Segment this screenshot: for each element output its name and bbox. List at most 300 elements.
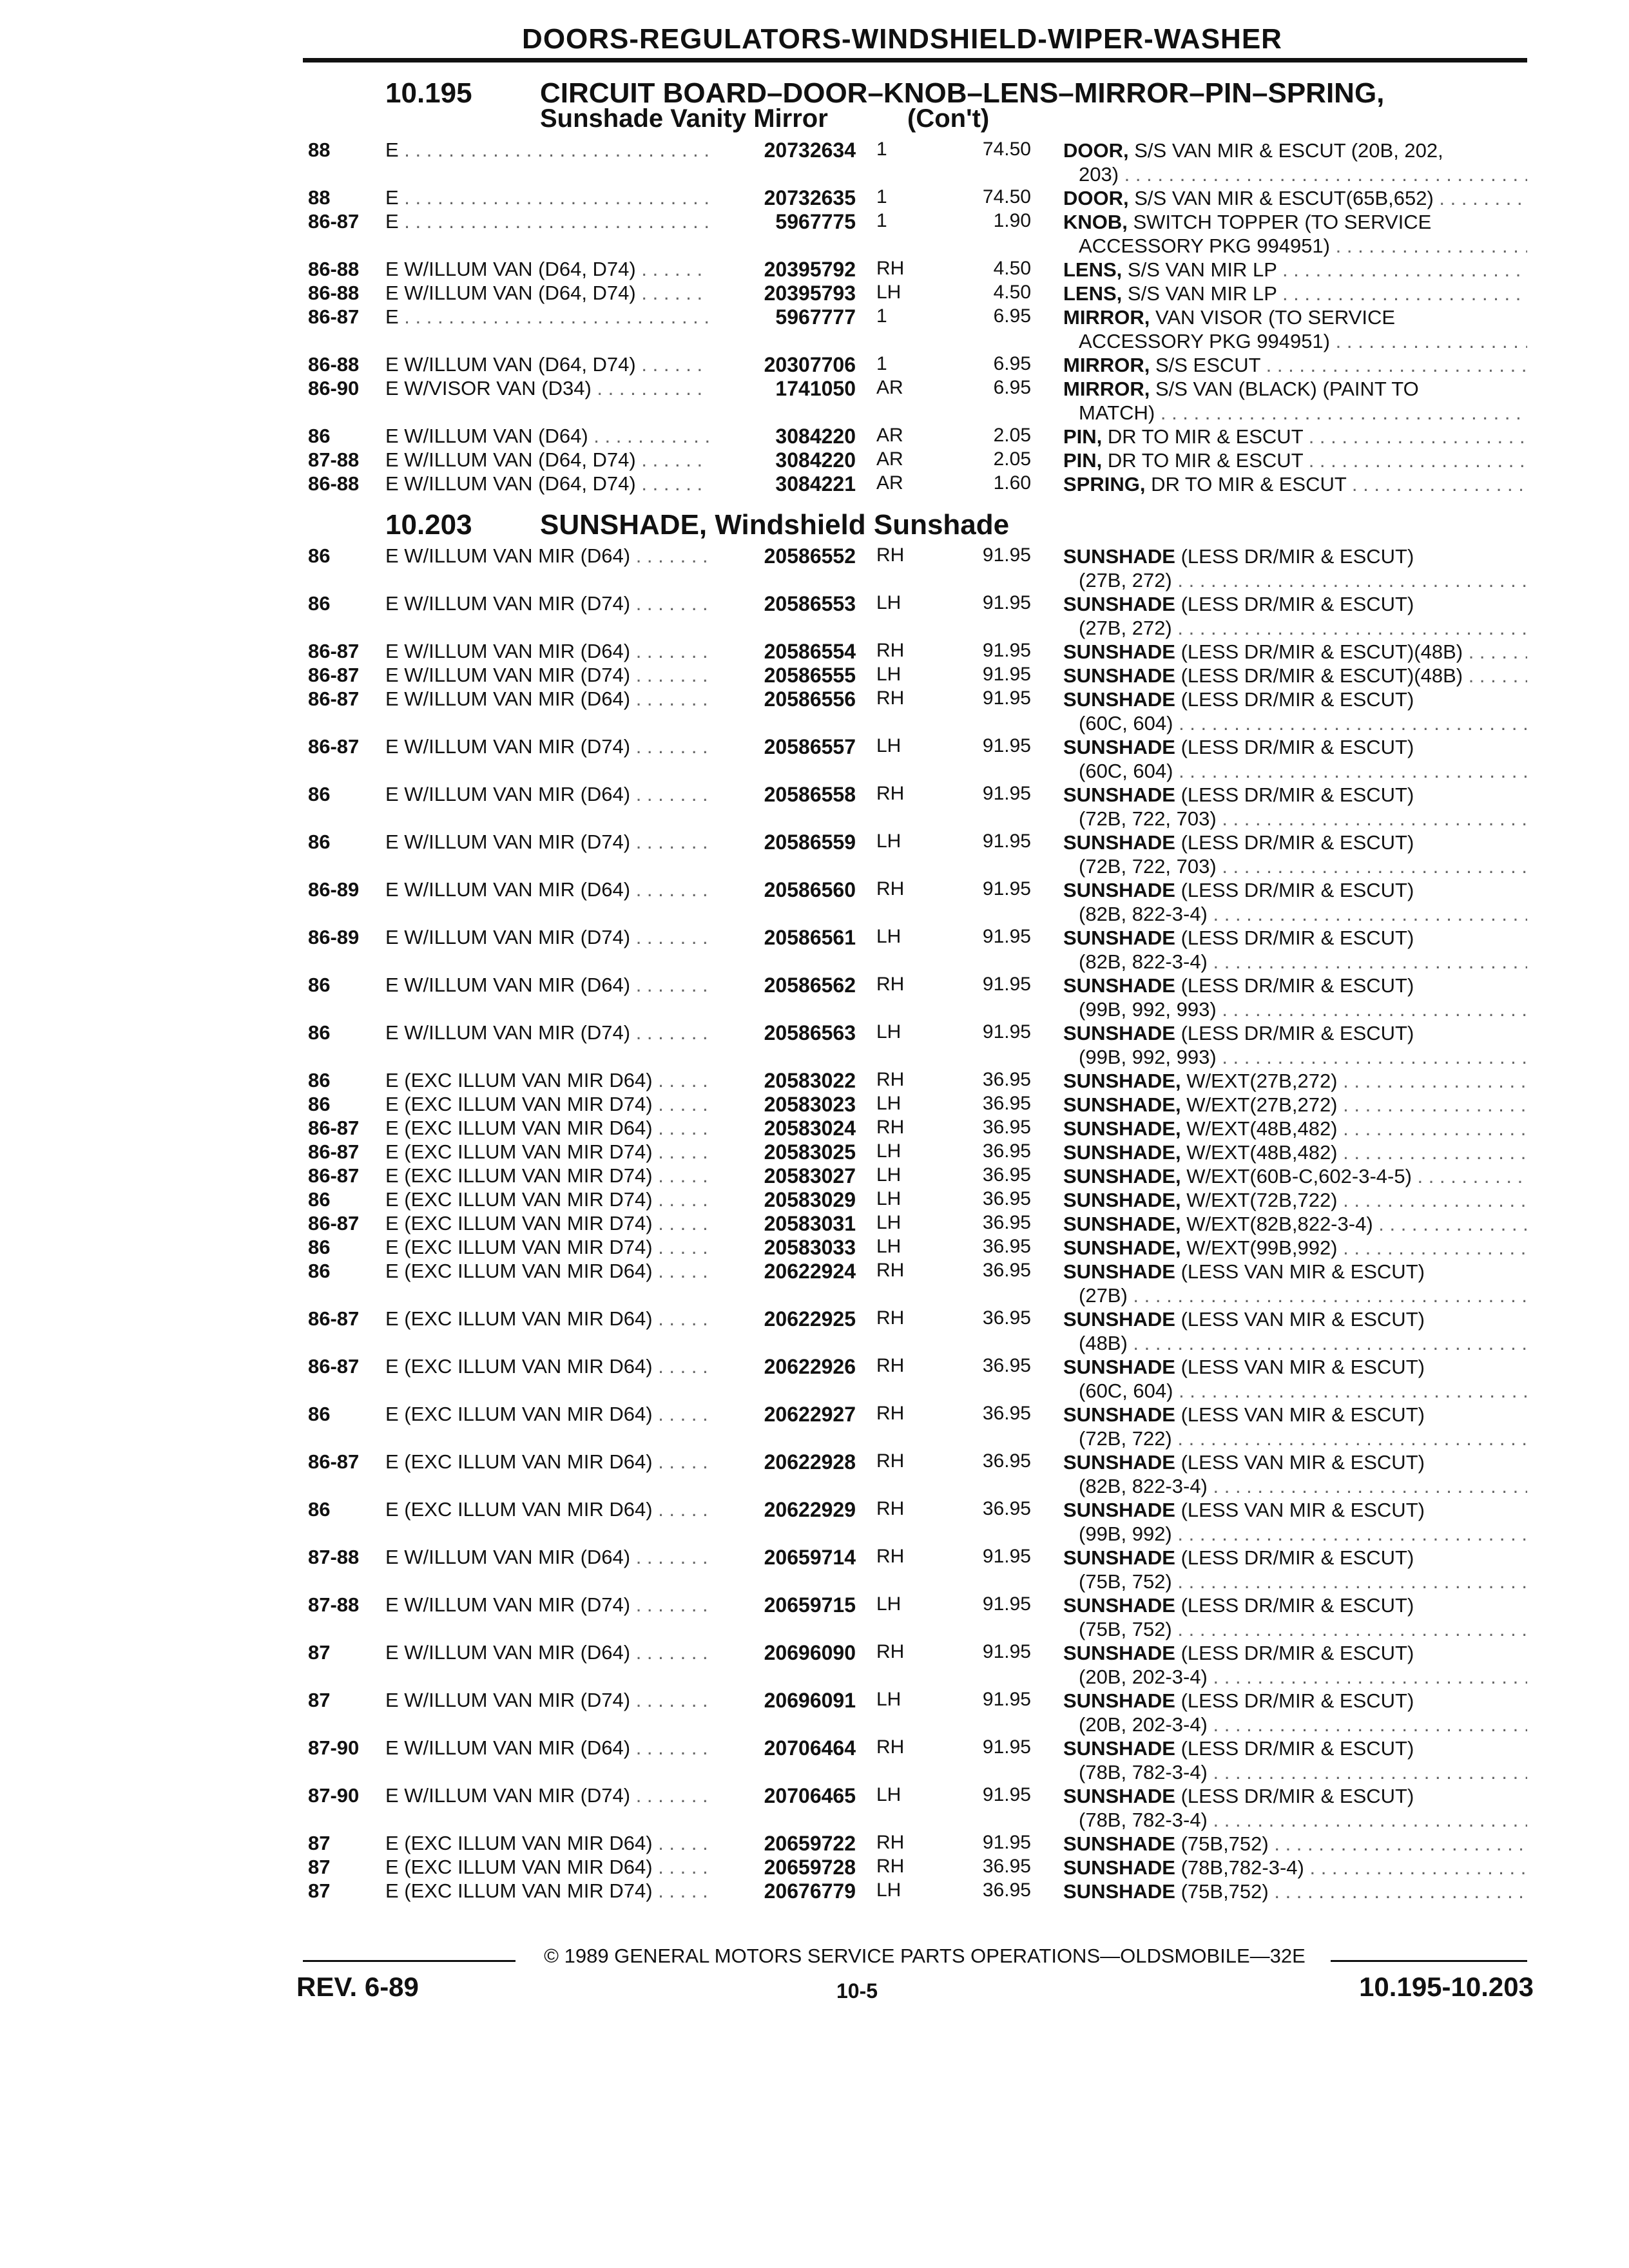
quantity: RH	[876, 1069, 905, 1090]
price: 36.95	[982, 1307, 1031, 1329]
part-name-keyword: SUNSHADE	[1063, 736, 1175, 758]
part-name-continuation: (60C, 604) . . .	[1063, 759, 1527, 783]
model-year: 86-87	[308, 687, 360, 710]
part-number: 20586560	[709, 878, 856, 902]
price: 91.95	[982, 1021, 1031, 1043]
part-name	[1063, 783, 1527, 831]
model-year: 87-90	[308, 1736, 360, 1759]
model-year: 87	[308, 1641, 331, 1664]
model-year: 86	[308, 1403, 331, 1425]
part-name-detail: DR TO MIR & ESCUT	[1102, 425, 1304, 448]
part-name-detail: W/EXT(27B,272)	[1181, 1070, 1338, 1092]
part-number: 20586563	[709, 1021, 856, 1045]
part-number: 20583023	[709, 1093, 856, 1117]
price: 6.95	[993, 353, 1031, 374]
part-number: 20583027	[709, 1164, 856, 1188]
part-name-detail: W/EXT(48B,482)	[1181, 1117, 1338, 1140]
part-name	[1063, 472, 1527, 496]
part-number: 20586556	[709, 687, 856, 711]
footer-rule-left	[303, 1960, 516, 1962]
footer-rule-right	[1331, 1960, 1527, 1962]
part-name	[1063, 1403, 1527, 1450]
price: 91.95	[982, 831, 1031, 852]
price: 2.05	[993, 448, 1031, 470]
price: 36.95	[982, 1212, 1031, 1233]
part-name	[1063, 1736, 1527, 1784]
part-name-keyword: SUNSHADE	[1063, 1856, 1175, 1879]
application-desc: E W/ILLUM VAN MIR (D74) . . .	[385, 831, 733, 854]
part-name-continuation: (99B, 992, 993) . . .	[1063, 997, 1527, 1021]
part-number: 20659722	[709, 1832, 856, 1856]
part-number: 20586559	[709, 831, 856, 854]
part-name-detail: S/S VAN MIR LP	[1122, 258, 1277, 281]
part-number: 3084220	[709, 448, 856, 472]
model-year: 86-87	[308, 640, 360, 662]
model-year: 86-87	[308, 1450, 360, 1473]
price: 91.95	[982, 592, 1031, 613]
part-name-keyword: SUNSHADE	[1063, 664, 1175, 687]
model-year: 87-88	[308, 448, 360, 471]
application-desc: E W/ILLUM VAN MIR (D64) . . .	[385, 1546, 733, 1569]
price: 36.95	[982, 1140, 1031, 1162]
part-name-keyword: SUNSHADE,	[1063, 1141, 1181, 1164]
model-year: 86	[308, 831, 331, 853]
part-name-keyword: SUNSHADE	[1063, 1594, 1175, 1617]
application-desc: E W/ILLUM VAN (D64, D74) . . .	[385, 282, 733, 305]
application-desc: E W/ILLUM VAN MIR (D64) . . .	[385, 544, 733, 568]
part-number: 20696090	[709, 1641, 856, 1665]
model-year: 86	[308, 1021, 331, 1044]
part-name-detail: (LESS DR/MIR & ESCUT)	[1175, 593, 1414, 615]
part-name-continuation: (20B, 202-3-4) . . .	[1063, 1665, 1527, 1689]
model-year: 86	[308, 425, 331, 447]
section-number: 10.203	[385, 509, 472, 541]
part-name	[1063, 1260, 1527, 1307]
quantity: LH	[876, 1689, 901, 1710]
part-name-keyword: KNOB,	[1063, 211, 1128, 233]
quantity: RH	[876, 544, 905, 566]
section-title: SUNSHADE, Windshield Sunshade	[540, 509, 1010, 541]
part-name-keyword: SUNSHADE	[1063, 688, 1175, 711]
application-desc: E (EXC ILLUM VAN MIR D64) . . .	[385, 1117, 733, 1140]
footer-revision: REV. 6-89	[296, 1972, 419, 2002]
part-name-continuation: (27B, 272) . . .	[1063, 616, 1527, 640]
quantity: RH	[876, 1832, 905, 1853]
price: 36.95	[982, 1403, 1031, 1424]
application-desc: E W/ILLUM VAN MIR (D74) . . .	[385, 1593, 733, 1617]
quantity: LH	[876, 664, 901, 685]
application-desc: E . . .	[385, 186, 733, 209]
price: 91.95	[982, 974, 1031, 995]
application-desc: E W/ILLUM VAN MIR (D64) . . .	[385, 1736, 733, 1760]
part-name-detail: (LESS VAN MIR & ESCUT)	[1175, 1403, 1425, 1426]
part-name-keyword: SUNSHADE	[1063, 640, 1175, 663]
part-name-keyword: SUNSHADE	[1063, 783, 1175, 806]
part-name-keyword: SUNSHADE	[1063, 1260, 1175, 1283]
part-name-continuation: (99B, 992, 993) . . .	[1063, 1045, 1527, 1069]
part-name	[1063, 1069, 1527, 1093]
quantity: 1	[876, 139, 887, 160]
part-name-detail: W/EXT(72B,722)	[1181, 1189, 1338, 1211]
part-number: 20586552	[709, 544, 856, 568]
part-name	[1063, 425, 1527, 448]
model-year: 88	[308, 139, 331, 161]
price: 36.95	[982, 1856, 1031, 1877]
price: 74.50	[982, 186, 1031, 207]
model-year: 86-87	[308, 664, 360, 686]
part-number: 20586558	[709, 783, 856, 807]
part-number: 20732635	[709, 186, 856, 210]
part-name-continuation: (72B, 722, 703) . . .	[1063, 807, 1527, 831]
part-name	[1063, 926, 1527, 974]
part-number: 20395792	[709, 258, 856, 282]
price: 91.95	[982, 1736, 1031, 1758]
price: 1.60	[993, 472, 1031, 494]
part-name	[1063, 448, 1527, 472]
part-name-keyword: LENS,	[1063, 258, 1123, 281]
part-name	[1063, 377, 1527, 425]
part-name-continuation: ACCESSORY PKG 994951) . . .	[1063, 329, 1527, 353]
part-name-detail: SWITCH TOPPER (TO SERVICE	[1127, 211, 1432, 233]
part-number: 20586554	[709, 640, 856, 664]
part-number: 20583022	[709, 1069, 856, 1093]
part-name	[1063, 1355, 1527, 1403]
part-number: 20583024	[709, 1117, 856, 1140]
quantity: LH	[876, 1879, 901, 1901]
price: 36.95	[982, 1236, 1031, 1257]
application-desc: E (EXC ILLUM VAN MIR D74) . . .	[385, 1236, 733, 1259]
section-title: CIRCUIT BOARD–DOOR–KNOB–LENS–MIRROR–PIN–SPRING,	[540, 77, 1385, 109]
model-year: 86-87	[308, 1307, 360, 1330]
part-name	[1063, 687, 1527, 735]
model-year: 86-87	[308, 1164, 360, 1187]
part-name-keyword: MIRROR,	[1063, 354, 1150, 376]
part-name-detail: (LESS DR/MIR & ESCUT)	[1175, 1785, 1414, 1807]
application-desc: E (EXC ILLUM VAN MIR D64) . . .	[385, 1403, 733, 1426]
model-year: 86	[308, 1498, 331, 1521]
application-desc: E (EXC ILLUM VAN MIR D64) . . .	[385, 1856, 733, 1879]
part-name	[1063, 1450, 1527, 1498]
quantity: RH	[876, 783, 905, 804]
part-number: 20395793	[709, 282, 856, 305]
model-year: 87-88	[308, 1546, 360, 1568]
part-number: 20586561	[709, 926, 856, 950]
part-name-keyword: DOOR,	[1063, 187, 1129, 209]
part-name-keyword: PIN,	[1063, 449, 1103, 472]
quantity: LH	[876, 735, 901, 756]
part-name-continuation: (27B) . . .	[1063, 1283, 1527, 1307]
application-desc: E W/VISOR VAN (D34) . . .	[385, 377, 733, 400]
part-number: 20659728	[709, 1856, 856, 1879]
application-desc: E W/ILLUM VAN MIR (D74) . . .	[385, 664, 733, 687]
part-name-keyword: SUNSHADE,	[1063, 1236, 1181, 1259]
application-desc: E W/ILLUM VAN MIR (D74) . . .	[385, 592, 733, 615]
part-name-detail: DR TO MIR & ESCUT	[1102, 449, 1304, 472]
part-name	[1063, 1689, 1527, 1736]
quantity: AR	[876, 425, 903, 446]
application-desc: E W/ILLUM VAN MIR (D64) . . .	[385, 783, 733, 806]
part-name-keyword: SUNSHADE	[1063, 879, 1175, 901]
part-name-detail: (LESS VAN MIR & ESCUT)	[1175, 1499, 1425, 1521]
part-name-continuation: ACCESSORY PKG 994951) . . .	[1063, 234, 1527, 258]
application-desc: E W/ILLUM VAN (D64, D74) . . .	[385, 472, 733, 495]
price: 4.50	[993, 258, 1031, 279]
page-header-title: DOORS-REGULATORS-WINDSHIELD-WIPER-WASHER	[522, 23, 1282, 55]
part-name	[1063, 1117, 1527, 1140]
application-desc: E (EXC ILLUM VAN MIR D64) . . .	[385, 1307, 733, 1331]
part-name-keyword: MIRROR,	[1063, 378, 1150, 400]
part-number: 20586557	[709, 735, 856, 759]
part-name-continuation: (75B, 752) . . .	[1063, 1570, 1527, 1593]
quantity: AR	[876, 377, 903, 398]
quantity: RH	[876, 258, 905, 279]
model-year: 87	[308, 1832, 331, 1854]
part-name-keyword: SUNSHADE,	[1063, 1189, 1181, 1211]
quantity: LH	[876, 1140, 901, 1162]
quantity: LH	[876, 1236, 901, 1257]
part-number: 5967777	[709, 305, 856, 329]
part-name	[1063, 1498, 1527, 1546]
model-year: 86-87	[308, 210, 360, 233]
part-name-detail: (LESS DR/MIR & ESCUT)	[1175, 974, 1414, 997]
part-name-keyword: LENS,	[1063, 282, 1123, 305]
quantity: RH	[876, 1736, 905, 1758]
application-desc: E (EXC ILLUM VAN MIR D64) . . .	[385, 1260, 733, 1283]
application-desc: E (EXC ILLUM VAN MIR D74) . . .	[385, 1164, 733, 1187]
part-name-keyword: SUNSHADE,	[1063, 1165, 1181, 1187]
part-name-continuation: (78B, 782-3-4) . . .	[1063, 1760, 1527, 1784]
part-name-detail: (75B,752)	[1175, 1880, 1269, 1903]
part-name-continuation: (60C, 604) . . .	[1063, 1379, 1527, 1403]
price: 91.95	[982, 1641, 1031, 1662]
part-name	[1063, 210, 1527, 258]
quantity: LH	[876, 282, 901, 303]
model-year: 86-87	[308, 305, 360, 328]
part-name-detail: S/S VAN MIR LP	[1122, 282, 1277, 305]
part-name-detail: (LESS DR/MIR & ESCUT)	[1175, 783, 1414, 806]
model-year: 86	[308, 544, 331, 567]
price: 36.95	[982, 1093, 1031, 1114]
part-name-keyword: MIRROR,	[1063, 306, 1150, 329]
part-number: 20706464	[709, 1736, 856, 1760]
part-name-keyword: SUNSHADE	[1063, 1403, 1175, 1426]
part-number: 20622928	[709, 1450, 856, 1474]
quantity: 1	[876, 305, 887, 327]
part-name	[1063, 592, 1527, 640]
part-name-keyword: SUNSHADE	[1063, 1737, 1175, 1760]
part-name-keyword: DOOR,	[1063, 139, 1129, 162]
price: 1.90	[993, 210, 1031, 231]
model-year: 86-88	[308, 258, 360, 280]
header-rule	[303, 58, 1527, 62]
part-name	[1063, 1093, 1527, 1117]
application-desc: E W/ILLUM VAN MIR (D74) . . .	[385, 1689, 733, 1712]
part-name-continuation: (48B) . . .	[1063, 1331, 1527, 1355]
part-name-detail: (LESS DR/MIR & ESCUT)	[1175, 879, 1414, 901]
part-number: 20583031	[709, 1212, 856, 1236]
application-desc: E (EXC ILLUM VAN MIR D64) . . .	[385, 1498, 733, 1521]
quantity: LH	[876, 1021, 901, 1043]
price: 91.95	[982, 1832, 1031, 1853]
part-name-keyword: SUNSHADE	[1063, 1689, 1175, 1712]
part-name-detail: (75B,752)	[1175, 1832, 1269, 1855]
quantity: RH	[876, 1498, 905, 1519]
part-number: 20586555	[709, 664, 856, 687]
part-name-detail: W/EXT(82B,822-3-4)	[1181, 1213, 1373, 1235]
application-desc: E (EXC ILLUM VAN MIR D74) . . .	[385, 1879, 733, 1903]
part-name	[1063, 258, 1527, 282]
price: 36.95	[982, 1450, 1031, 1472]
model-year: 87	[308, 1856, 331, 1878]
part-number: 20307706	[709, 353, 856, 377]
part-name-detail: S/S VAN MIR & ESCUT(65B,652)	[1128, 187, 1434, 209]
price: 36.95	[982, 1188, 1031, 1209]
part-name-detail: (LESS DR/MIR & ESCUT)	[1175, 831, 1414, 854]
model-year: 86	[308, 1260, 331, 1282]
part-name-continuation: (72B, 722) . . .	[1063, 1427, 1527, 1450]
model-year: 86	[308, 974, 331, 996]
part-name	[1063, 186, 1527, 210]
part-name	[1063, 640, 1527, 664]
price: 91.95	[982, 783, 1031, 804]
quantity: RH	[876, 1355, 905, 1376]
part-name-detail: DR TO MIR & ESCUT	[1145, 473, 1347, 495]
quantity: RH	[876, 878, 905, 899]
part-name-continuation: (82B, 822-3-4) . . .	[1063, 950, 1527, 974]
quantity: RH	[876, 1307, 905, 1329]
part-number: 3084220	[709, 425, 856, 448]
price: 91.95	[982, 640, 1031, 661]
footer-section-range: 10.195-10.203	[1359, 1972, 1534, 2002]
part-name-keyword: SUNSHADE	[1063, 545, 1175, 568]
application-desc: E . . .	[385, 139, 733, 162]
part-name	[1063, 1140, 1527, 1164]
quantity: 1	[876, 186, 887, 207]
part-name-continuation: (72B, 722, 703) . . .	[1063, 854, 1527, 878]
part-name-continuation: (75B, 752) . . .	[1063, 1617, 1527, 1641]
quantity: LH	[876, 1093, 901, 1114]
quantity: 1	[876, 353, 887, 374]
quantity: RH	[876, 687, 905, 709]
section-continued: (Con't)	[907, 104, 990, 133]
application-desc: E (EXC ILLUM VAN MIR D64) . . .	[385, 1450, 733, 1474]
part-number: 20696091	[709, 1689, 856, 1713]
part-name-keyword: SUNSHADE,	[1063, 1093, 1181, 1116]
quantity: LH	[876, 1188, 901, 1209]
model-year: 86-88	[308, 472, 360, 495]
part-number: 20622929	[709, 1498, 856, 1522]
model-year: 86	[308, 1093, 331, 1115]
part-name	[1063, 1546, 1527, 1593]
part-name	[1063, 1832, 1527, 1856]
part-name	[1063, 1641, 1527, 1689]
price: 2.05	[993, 425, 1031, 446]
part-number: 1741050	[709, 377, 856, 401]
part-name-detail: S/S VAN (BLACK) (PAINT TO	[1150, 378, 1419, 400]
part-number: 20583033	[709, 1236, 856, 1260]
part-name	[1063, 735, 1527, 783]
price: 91.95	[982, 878, 1031, 899]
model-year: 86	[308, 783, 331, 805]
price: 91.95	[982, 1784, 1031, 1805]
part-name	[1063, 544, 1527, 592]
part-name-keyword: SUNSHADE	[1063, 974, 1175, 997]
part-name-detail: (LESS VAN MIR & ESCUT)	[1175, 1308, 1425, 1331]
part-name-detail: W/EXT(60B-C,602-3-4-5)	[1181, 1165, 1412, 1187]
quantity: LH	[876, 1593, 901, 1615]
part-number: 20622927	[709, 1403, 856, 1427]
part-name-detail: W/EXT(48B,482)	[1181, 1141, 1338, 1164]
part-name-detail: S/S ESCUT	[1150, 354, 1261, 376]
quantity: AR	[876, 448, 903, 470]
part-name	[1063, 139, 1527, 186]
part-name-continuation: (78B, 782-3-4) . . .	[1063, 1808, 1527, 1832]
quantity: 1	[876, 210, 887, 231]
model-year: 86	[308, 1236, 331, 1258]
part-name	[1063, 1856, 1527, 1879]
part-name-continuation: (27B, 272) . . .	[1063, 568, 1527, 592]
part-name-keyword: SUNSHADE	[1063, 831, 1175, 854]
price: 91.95	[982, 926, 1031, 947]
part-name-continuation: MATCH) . . .	[1063, 401, 1527, 425]
application-desc: E (EXC ILLUM VAN MIR D64) . . .	[385, 1355, 733, 1378]
part-name	[1063, 1021, 1527, 1069]
application-desc: E (EXC ILLUM VAN MIR D64) . . .	[385, 1069, 733, 1092]
part-name-detail: (LESS VAN MIR & ESCUT)	[1175, 1260, 1425, 1283]
part-name-detail: (78B,782-3-4)	[1175, 1856, 1304, 1879]
price: 91.95	[982, 1546, 1031, 1567]
application-desc: E W/ILLUM VAN MIR (D64) . . .	[385, 687, 733, 711]
model-year: 86	[308, 1188, 331, 1211]
part-name-detail: W/EXT(99B,992)	[1181, 1236, 1338, 1259]
part-name-detail: (LESS DR/MIR & ESCUT)	[1175, 927, 1414, 949]
price: 6.95	[993, 305, 1031, 327]
price: 4.50	[993, 282, 1031, 303]
model-year: 87-88	[308, 1593, 360, 1616]
part-number: 20732634	[709, 139, 856, 162]
model-year: 88	[308, 186, 331, 209]
quantity: RH	[876, 640, 905, 661]
price: 91.95	[982, 544, 1031, 566]
part-name-detail: (LESS DR/MIR & ESCUT)	[1175, 1594, 1414, 1617]
application-desc: E W/ILLUM VAN MIR (D74) . . .	[385, 735, 733, 758]
application-desc: E W/ILLUM VAN MIR (D74) . . .	[385, 1784, 733, 1807]
price: 36.95	[982, 1117, 1031, 1138]
application-desc: E . . .	[385, 210, 733, 233]
part-name-continuation: (82B, 822-3-4) . . .	[1063, 902, 1527, 926]
part-name-keyword: SUNSHADE	[1063, 1832, 1175, 1855]
part-name-keyword: SUNSHADE	[1063, 1356, 1175, 1378]
part-name	[1063, 1236, 1527, 1260]
part-name	[1063, 1212, 1527, 1236]
quantity: RH	[876, 1641, 905, 1662]
part-number: 20622926	[709, 1355, 856, 1379]
footer-copyright: © 1989 GENERAL MOTORS SERVICE PARTS OPERATIONS—OLDSMOBILE—32E	[544, 1945, 1306, 1967]
part-name	[1063, 1164, 1527, 1188]
quantity: RH	[876, 974, 905, 995]
application-desc: E W/ILLUM VAN MIR (D74) . . .	[385, 926, 733, 949]
part-name-detail: (LESS VAN MIR & ESCUT)	[1175, 1356, 1425, 1378]
application-desc: E W/ILLUM VAN MIR (D64) . . .	[385, 878, 733, 901]
part-name	[1063, 1188, 1527, 1212]
quantity: RH	[876, 1450, 905, 1472]
part-name-keyword: SUNSHADE	[1063, 927, 1175, 949]
application-desc: E (EXC ILLUM VAN MIR D74) . . .	[385, 1140, 733, 1164]
application-desc: E (EXC ILLUM VAN MIR D74) . . .	[385, 1212, 733, 1235]
model-year: 86-87	[308, 1355, 360, 1378]
part-name-keyword: SUNSHADE	[1063, 1499, 1175, 1521]
part-name-keyword: SUNSHADE	[1063, 1546, 1175, 1569]
